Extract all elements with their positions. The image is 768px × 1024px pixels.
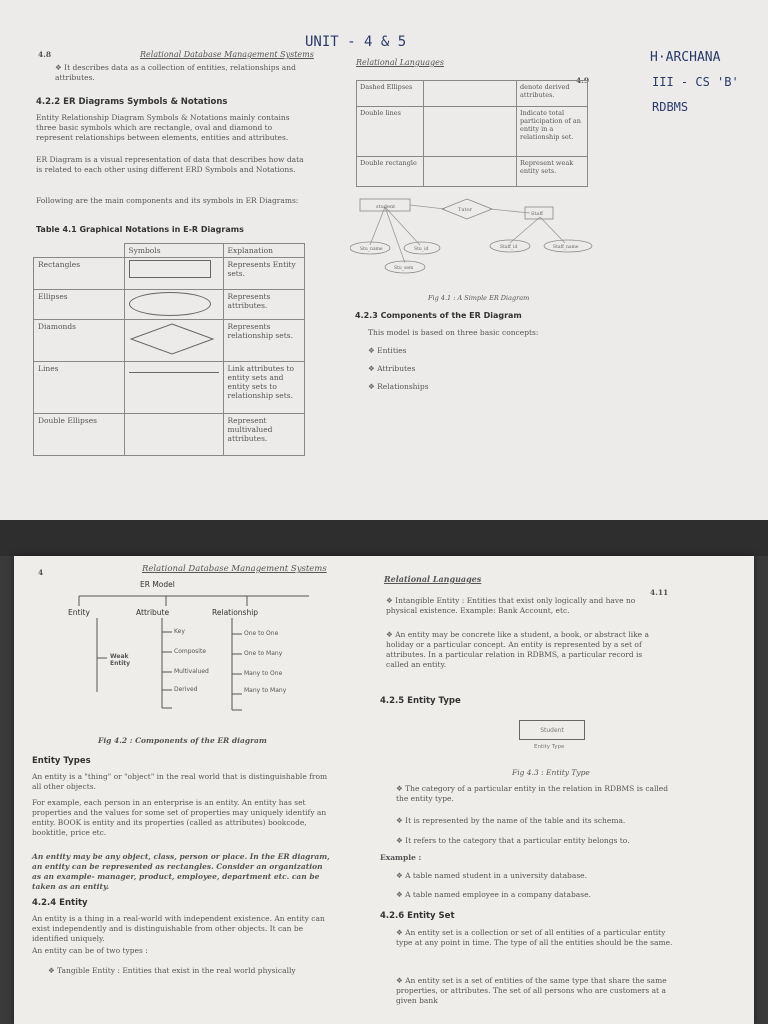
tree-leaf: One to One <box>244 630 279 637</box>
page-number: 4.9 <box>576 76 590 85</box>
tree-leaf: Weak Entity <box>110 653 131 667</box>
handwritten-name: H·ARCHANA <box>650 50 721 65</box>
table-header: Symbols <box>124 244 223 258</box>
handwritten-subject: RDBMS <box>652 100 689 114</box>
tree-leaf: Many to One <box>244 670 283 677</box>
connector-line <box>490 209 530 213</box>
paragraph: This model is based on three basic concepts: <box>368 328 539 337</box>
figure-caption: Fig 4.3 : Entity Type <box>512 768 590 777</box>
tree-node: Attribute <box>136 608 170 617</box>
running-head: Relational Database Management Systems <box>142 564 327 574</box>
paragraph: Entity Relationship Diagram Symbols & Notations mainly contains three basic symbols which are rectangle, oval and diamond to represent relationships between elements, entities and attributes. <box>36 113 290 142</box>
figure-caption: Fig 4.2 : Components of the ER diagram <box>98 736 267 745</box>
entity-type-box: Student <box>519 720 585 740</box>
row-name: Double lines <box>357 107 424 157</box>
example-label: Example : <box>380 853 422 862</box>
connector-line <box>385 207 405 263</box>
diagram-label: Staff_name <box>553 245 579 250</box>
bullet-item: ❖ An entity set is a collection or set of all entities of a particular entity type at any point in time. The type of all the entities should be the same. <box>396 928 676 948</box>
running-head: Relational Database Management Systems <box>140 50 314 59</box>
row-explanation: Represent multivalued attributes. <box>223 414 305 456</box>
diagram-label: Staff_id <box>500 245 518 250</box>
er-model-tree <box>69 590 329 720</box>
concept-item: ❖ Relationships <box>368 382 429 392</box>
row-explanation: denote derived attributes. <box>517 81 588 107</box>
diagram-label: Tutor <box>458 207 472 213</box>
rectangle-symbol <box>129 260 211 278</box>
connector-line <box>540 217 565 243</box>
simple-er-diagram <box>350 195 600 285</box>
tree-leaf: One to Many <box>244 650 283 657</box>
bottom-page-spread <box>14 556 754 1024</box>
intro-bullet: ❖ It describes data as a collection of entities, relationships and attributes. <box>55 63 305 83</box>
diagram-label: student <box>376 204 396 210</box>
tree-node: Relationship <box>212 608 259 617</box>
section-heading: 4.2.4 Entity <box>32 898 88 908</box>
diamond-symbol <box>129 322 215 356</box>
bullet-item: ❖ An entity may be concrete like a student, a book, or abstract like a holiday or a particular concept. An entity is represented by a set of attributes. In a particular relation in RDBMS, a particular record is called an entity. <box>386 630 666 670</box>
row-name: Dashed Ellipses <box>357 81 424 107</box>
page-number: 4.8 <box>38 50 52 59</box>
entity-type-box-caption: Entity Type <box>534 744 565 750</box>
bullet-item: ❖ It refers to the category that a particular entity belongs to. <box>396 836 676 846</box>
paragraph: An entity is a "thing" or "object" in the real world that is distinguishable from all other objects. <box>32 772 328 791</box>
bullet-item: ❖ A table named employee in a company database. <box>396 890 676 900</box>
concept-item: ❖ Entities <box>368 346 407 356</box>
row-name: Rectangles <box>34 258 125 290</box>
row-explanation: Represents Entity sets. <box>223 258 305 290</box>
row-name: Lines <box>34 362 125 414</box>
handwritten-class: III - CS 'B' <box>652 75 739 89</box>
row-name: Diamonds <box>34 320 125 362</box>
diagram-label: Staff <box>531 211 543 217</box>
section-heading: 4.2.3 Components of the ER Diagram <box>355 311 522 320</box>
bullet-item: ❖ Tangible Entity : Entities that exist in the real world physically <box>48 966 338 976</box>
page-number: 4 <box>38 568 44 577</box>
table-header: Explanation <box>223 244 305 258</box>
section-heading: 4.2.2 ER Diagrams Symbols & Notations <box>36 97 228 107</box>
row-explanation: Indicate total participation of an entity in a relationship set. <box>517 107 588 157</box>
tree-leaf: Derived <box>174 686 198 693</box>
figure-caption: Fig 4.1 : A Simple ER Diagram <box>428 294 530 302</box>
notation-table-continued <box>356 80 588 187</box>
row-name: Ellipses <box>34 290 125 320</box>
tree-leaf: Key <box>174 628 185 635</box>
row-name: Double Ellipses <box>34 414 125 456</box>
diagram-label: Stu_name <box>360 247 383 252</box>
row-explanation: Represent weak entity sets. <box>517 157 588 187</box>
paragraph: An entity may be any object, class, person or place. In the ER diagram, an entity can be represented as rectangles. Consider an organization as an example- manager, product, employee, department etc. can be taken as an entity. <box>32 852 330 891</box>
row-explanation: Represents attributes. <box>223 290 305 320</box>
tree-leaf: Multivalued <box>174 668 209 675</box>
connector-line <box>385 207 420 245</box>
bullet-item: ❖ The category of a particular entity in the relation in RDBMS is called the entity type. <box>396 784 676 804</box>
concept-item: ❖ Attributes <box>368 364 415 374</box>
paragraph: An entity is a thing in a real-world with independent existence. An entity can exist independently and is distinguishable from other objects. It can be identified uniquely. <box>32 914 325 943</box>
bullet-item: ❖ Intangible Entity : Entities that exist only logically and have no physical existence. Example: Bank Account, etc. <box>386 596 666 616</box>
section-heading: Entity Types <box>32 756 91 766</box>
bullet-item: ❖ An entity set is a set of entities of the same type that share the same properties, or attributes. The set of all persons who are customers at a given bank <box>396 976 676 1006</box>
page-number: 4.11 <box>650 588 669 597</box>
handwritten-unit: UNIT - 4 & 5 <box>305 34 407 50</box>
section-heading: 4.2.6 Entity Set <box>380 911 455 921</box>
section-heading: 4.2.5 Entity Type <box>380 696 461 706</box>
running-head: Relational Languages <box>384 574 482 584</box>
background-gap <box>0 520 768 556</box>
connector-line <box>370 207 385 245</box>
bullet-item: ❖ It is represented by the name of the table and its schema. <box>396 816 676 826</box>
connector-line <box>410 205 445 209</box>
paragraph: For example, each person in an enterprise is an entity. An entity has set properties and the values for some set of properties may uniquely identify an entity. BOOK is entity and its properties (called as attributes) bookcode, booktitle, price etc. <box>32 798 327 837</box>
tree-node: Entity <box>68 608 90 617</box>
table-title: Table 4.1 Graphical Notations in E-R Diagrams <box>36 225 244 234</box>
running-head: Relational Languages <box>356 58 444 67</box>
connector-line <box>510 217 540 243</box>
ellipse-symbol <box>129 292 211 316</box>
row-explanation: Link attributes to entity sets and entity sets to relationship sets. <box>223 362 305 414</box>
tree-root: ER Model <box>140 580 175 589</box>
row-name: Double rectangle <box>357 157 424 187</box>
diagram-label: Stu_id <box>414 247 429 252</box>
diagram-label: Stu_sem <box>394 266 414 271</box>
row-explanation: Represents relationship sets. <box>223 320 305 362</box>
tree-leaf: Many to Many <box>244 687 287 694</box>
paragraph: An entity can be of two types : <box>32 946 148 955</box>
paragraph: Following are the main components and its symbols in ER Diagrams: <box>36 196 299 205</box>
line-symbol <box>129 372 219 373</box>
notation-table <box>33 243 305 456</box>
paragraph: ER Diagram is a visual representation of data that describes how data is related to each other using different ERD Symbols and Notations. <box>36 155 304 174</box>
bullet-item: ❖ A table named student in a university database. <box>396 871 676 881</box>
tree-leaf: Composite <box>174 648 207 655</box>
